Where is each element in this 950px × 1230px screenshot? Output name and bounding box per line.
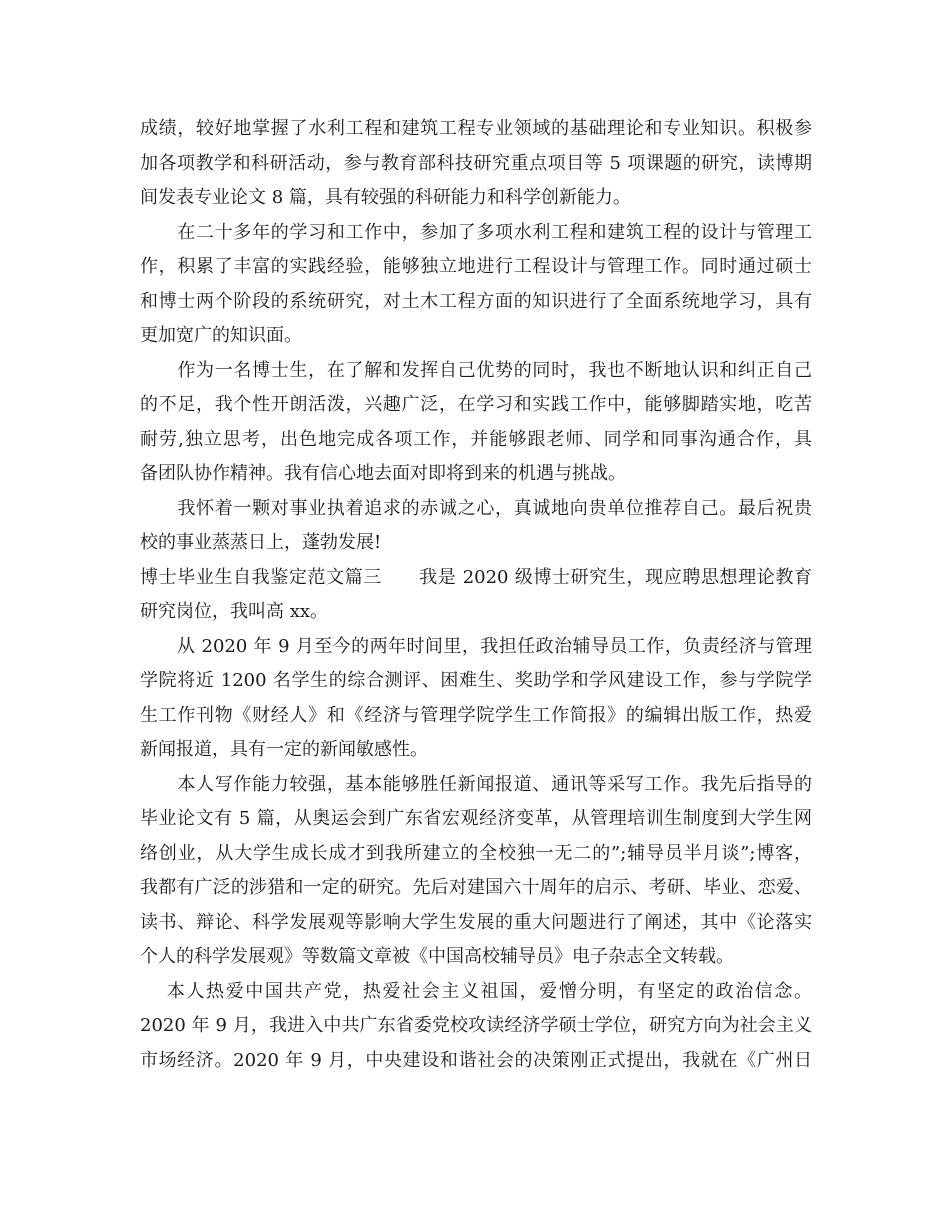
text-line: 市场经济。2020 年 9 月，中央建设和谐社会的决策刚正式提出，我就在《广州日 (140, 1049, 812, 1071)
text-line: 个人的科学发展观》等数篇文章被《中国高校辅导员》电子杂志全文转载。 (140, 946, 734, 967)
text-line: 新闻报道，具有一定的新闻敏感性。 (140, 739, 428, 760)
text-line: 学院将近 1200 名学生的综合测评、困难生、奖助学和学风建设工作，参与学院学 (140, 670, 812, 691)
text-line: 我都有广泛的涉猎和一定的研究。先后对建国六十周年的启示、考研、毕业、恋爱、 (140, 877, 812, 898)
text-line: 和博士两个阶段的系统研究，对土木工程方面的知识进行了全面系统地学习，具有 (140, 290, 812, 312)
text-line: 络创业，从大学生成长成才到我所建立的全校独一无二的”;辅导员半月谈”;博客， (140, 842, 812, 864)
text-line: 加各项教学和科研活动，参与教育部科技研究重点项目等 5 项课题的研究，读博期 (140, 152, 812, 174)
text-line: 本人热爱中国共产党，热爱社会主义祖国，爱憎分明，有坚定的政治信念。 (140, 980, 812, 1002)
text-line: 成绩，较好地掌握了水利工程和建筑工程专业领域的基础理论和专业知识。积极参 (140, 118, 812, 139)
text-line: 备团队协作精神。我有信心地去面对即将到来的机遇与挑战。 (140, 463, 626, 484)
text-line: 研究岗位，我叫高 xx。 (140, 601, 329, 622)
text-line: 更加宽广的知识面。 (140, 325, 302, 346)
text-line: 本人写作能力较强，基本能够胜任新闻报道、通讯等采写工作。我先后指导的 (140, 773, 812, 795)
text-line: 毕业论文有 5 篇，从奥运会到广东省宏观经济变革，从管理培训生制度到大学生网 (140, 808, 812, 829)
text-line: 从 2020 年 9 月至今的两年时间里，我担任政治辅导员工作，负责经济与管理 (140, 635, 812, 657)
text-line: 2020 年 9 月，我进入中共广东省委党校攻读经济学硕士学位，研究方向为社会主义 (140, 1015, 812, 1036)
document-body (140, 112, 812, 1078)
text-line: 的不足，我个性开朗活泼，兴趣广泛，在学习和实践工作中，能够脚踏实地，吃苦 (140, 394, 812, 415)
text-line: 生工作刊物《财经人》和《经济与管理学院学生工作简报》的编辑出版工作，热爱 (140, 704, 812, 726)
text-line: 间发表专业论文 8 篇，具有较强的科研能力和科学创新能力。 (140, 187, 631, 208)
text-line: 我怀着一颗对事业执着追求的赤诚之心，真诚地向贵单位推荐自己。最后祝贵 (140, 497, 812, 519)
text-line: 作为一名博士生，在了解和发挥自己优势的同时，我也不断地认识和纠正自己 (140, 359, 812, 381)
text-line: 在二十多年的学习和工作中，参加了多项水利工程和建筑工程的设计与管理工 (140, 221, 812, 243)
text-line: 作，积累了丰富的实践经验，能够独立地进行工程设计与管理工作。同时通过硕士 (140, 256, 812, 277)
text-line: 读书、辩论、科学发展观等影响大学生发展的重大问题进行了阐述，其中《论落实 (140, 911, 812, 933)
text-line: 耐劳,独立思考，出色地完成各项工作，并能够跟老师、同学和同事沟通合作，具 (140, 428, 812, 450)
section-heading-line: 博士毕业生自我鉴定范文篇三 我是 2020 级博士研究生，现应聘思想理论教育 (140, 566, 812, 588)
text-line: 校的事业蒸蒸日上，蓬勃发展! (140, 532, 382, 553)
